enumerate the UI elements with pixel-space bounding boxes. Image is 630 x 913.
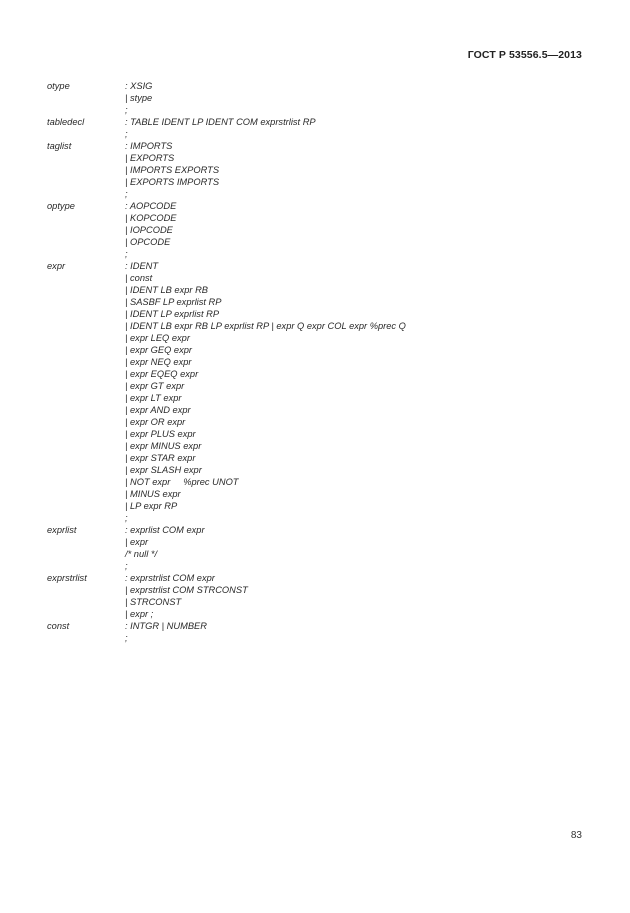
production-line: ; [125, 105, 128, 115]
production-line: /* null */ [125, 549, 158, 559]
production-line: ; [125, 249, 128, 259]
grammar-rule [47, 140, 587, 200]
production-line: | IOPCODE [125, 225, 173, 235]
production-line: | OPCODE [125, 237, 171, 247]
rule-name: const [47, 621, 70, 631]
page-header-standard-id: ГОСТ Р 53556.5—2013 [467, 49, 582, 61]
production-line: | expr GT expr [125, 381, 185, 391]
production-line: | EXPORTS IMPORTS [125, 177, 220, 187]
rule-name: tabledecl [47, 117, 85, 127]
production-line: : TABLE IDENT LP IDENT COM exprstrlist RP [125, 117, 316, 127]
production-line: | IDENT LB expr RB LP exprlist RP | expr Q expr COL expr %prec Q [125, 321, 406, 331]
grammar-rule [47, 80, 587, 116]
production-line: : INTGR | NUMBER [125, 621, 207, 631]
rule-productions [125, 140, 587, 200]
grammar-rule [47, 260, 587, 524]
production-line: | expr LT expr [125, 393, 182, 403]
production-line: : IDENT [125, 261, 159, 271]
production-line: | IDENT LP exprlist RP [125, 309, 220, 319]
production-line: | IMPORTS EXPORTS [125, 165, 220, 175]
production-line: | expr OR expr [125, 417, 186, 427]
production-line: | MINUS expr [125, 489, 181, 499]
grammar-rule [47, 572, 587, 620]
production-line: : exprlist COM expr [125, 525, 205, 535]
production-line: : IMPORTS [125, 141, 173, 151]
production-line: | expr SLASH expr [125, 465, 202, 475]
production-line: ; [125, 189, 128, 199]
production-line: | STRCONST [125, 597, 182, 607]
rule-productions [125, 620, 587, 644]
grammar-rule [47, 200, 587, 260]
rule-name: otype [47, 81, 70, 91]
production-line: | expr LEQ expr [125, 333, 190, 343]
page-number: 83 [570, 830, 582, 841]
production-line: : AOPCODE [125, 201, 177, 211]
rule-productions [125, 200, 587, 260]
production-line: : XSIG [125, 81, 153, 91]
rule-name: exprstrlist [47, 573, 87, 583]
grammar-listing [47, 80, 587, 644]
production-line: | exprstrlist COM STRCONST [125, 585, 248, 595]
production-line: | expr [125, 537, 149, 547]
rule-productions [125, 80, 587, 116]
production-line: | LP expr RP [125, 501, 178, 511]
rule-name: taglist [47, 141, 72, 151]
rule-productions [125, 116, 587, 140]
production-line: | expr NEQ expr [125, 357, 192, 367]
production-line: ; [125, 129, 128, 139]
rule-name: optype [47, 201, 75, 211]
production-line: | const [125, 273, 153, 283]
rule-productions [125, 260, 587, 524]
production-line: | expr EQEQ expr [125, 369, 199, 379]
grammar-rule [47, 116, 587, 140]
production-line: | expr STAR expr [125, 453, 196, 463]
production-line: | expr GEQ expr [125, 345, 192, 355]
production-line: | expr PLUS expr [125, 429, 196, 439]
grammar-rule [47, 620, 587, 644]
production-line: | stype [125, 93, 153, 103]
rule-name: exprlist [47, 525, 77, 535]
rule-name: expr [47, 261, 66, 271]
production-line: | NOT expr %prec UNOT [125, 477, 239, 487]
production-line: | EXPORTS [125, 153, 175, 163]
rule-productions [125, 524, 587, 572]
production-line: : exprstrlist COM expr [125, 573, 215, 583]
production-line: ; [125, 633, 128, 643]
grammar-rule [47, 524, 587, 572]
production-line: | KOPCODE [125, 213, 177, 223]
production-line: | expr AND expr [125, 405, 191, 415]
production-line: ; [125, 513, 128, 523]
production-line: | IDENT LB expr RB [125, 285, 209, 295]
production-line: | SASBF LP exprlist RP [125, 297, 222, 307]
production-line: | expr MINUS expr [125, 441, 202, 451]
rule-productions [125, 572, 587, 620]
production-line: | expr ; [125, 609, 154, 619]
production-line: ; [125, 561, 128, 571]
